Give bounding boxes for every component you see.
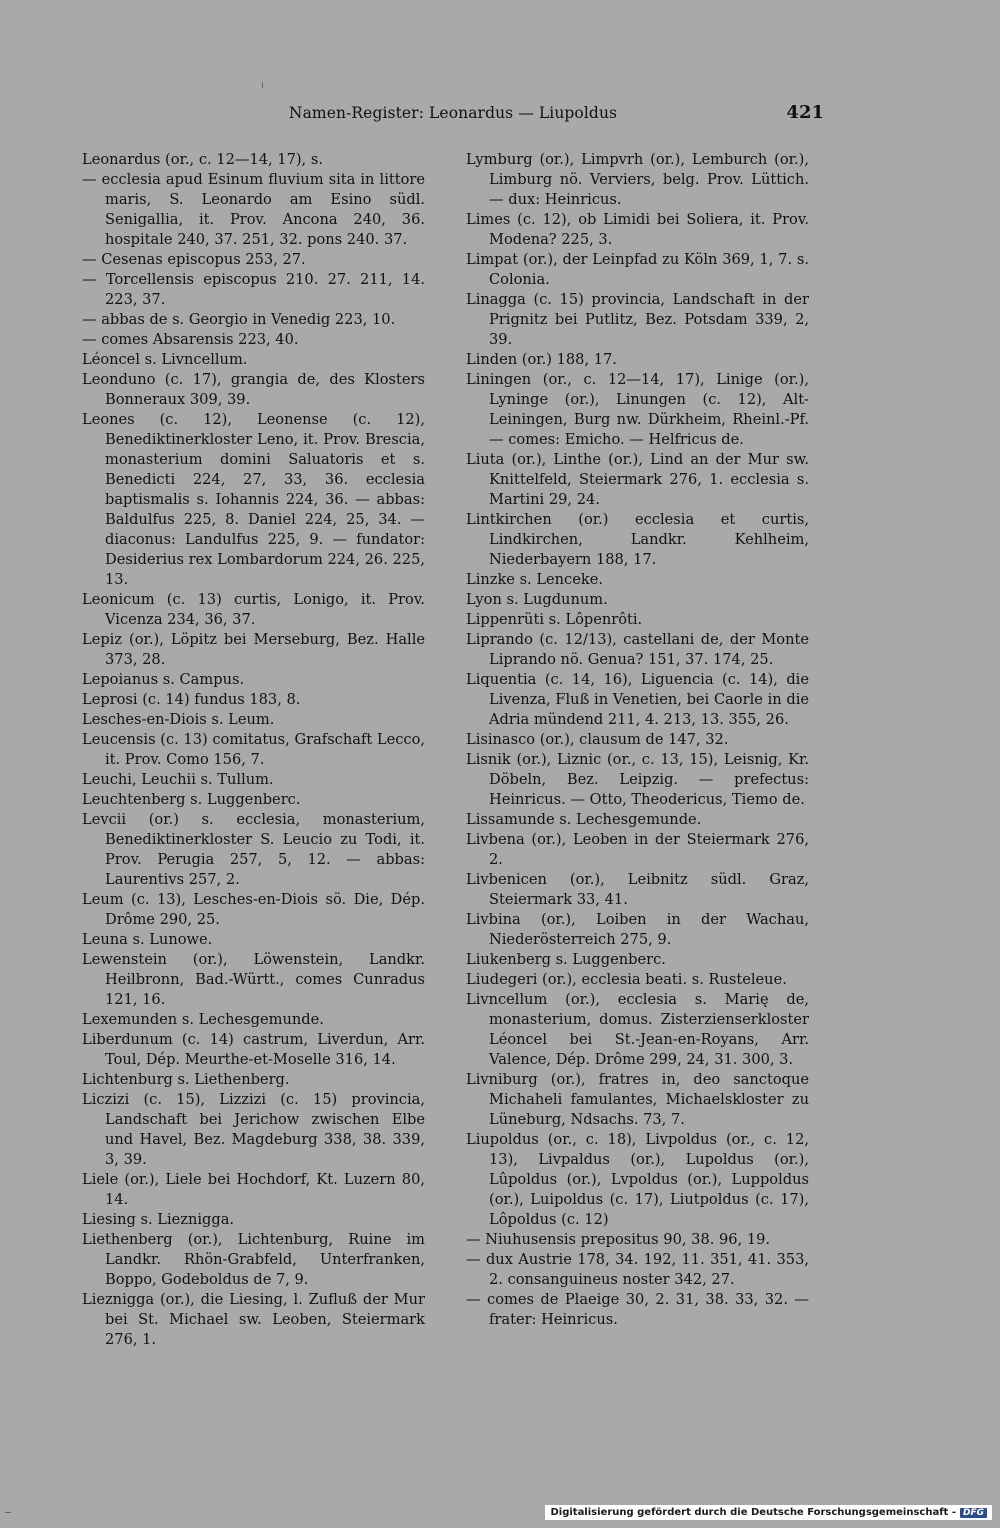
index-entry: Livncellum (or.), ecclesia s. Marię de, monasterium, domus. Zisterzienserkloster Léoncel bei St.-Jean-en-Royans, Arr. Valence, Dép. Drôme 299, 24, 31. 300, 3. — [466, 991, 809, 1068]
index-entry: — Torcellensis episcopus 210. 27. 211, 14. 223, 37. — [82, 271, 425, 308]
index-entry: Liprando (c. 12/13), castellani de, der Monte Liprando nö. Genua? 151, 37. 174, 25. — [466, 631, 809, 668]
index-entry: Leuchtenberg s. Luggenberc. — [82, 791, 301, 808]
index-entry: Limpat (or.), der Leinpfad zu Köln 369, 1, 7. s. Colonia. — [466, 251, 809, 288]
index-entry: Liukenberg s. Luggenberc. — [466, 951, 666, 968]
index-entry: Lisinasco (or.), clausum de 147, 32. — [466, 731, 729, 748]
index-entry: Livbina (or.), Loiben in der Wachau, Niederösterreich 275, 9. — [466, 911, 809, 948]
index-entry: Lyon s. Lugdunum. — [466, 591, 608, 608]
index-entry: Lesches-en-Diois s. Leum. — [82, 711, 275, 728]
index-entry: — comes Absarensis 223, 40. — [82, 331, 299, 348]
index-entry: Liningen (or., c. 12—14, 17), Linige (or.), Lyninge (or.), Linungen (c. 12), Alt-Leiningen, Burg nw. Dürkheim, Rheinl.-Pf. — comes: Emicho. — Helfricus de. — [466, 371, 809, 448]
index-entry: Leonardus (or., c. 12—14, 17), s. — [82, 151, 323, 168]
index-entry: — ecclesia apud Esinum fluvium sita in littore maris, S. Leonardo am Esino südl. Senigallia, it. Prov. Ancona 240, 36. hospitale 240, 37. 251, 32. pons 240. 37. — [82, 171, 425, 248]
index-entry: Limes (c. 12), ob Limidi bei Soliera, it. Prov. Modena? 225, 3. — [466, 211, 809, 248]
index-entry: Livniburg (or.), fratres in, deo sanctoque Michaheli famulantes, Michaelskloster zu Lüneburg, Ndsachs. 73, 7. — [466, 1071, 809, 1128]
index-entry: — Cesenas episcopus 253, 27. — [82, 251, 306, 268]
index-entry: — abbas de s. Georgio in Venedig 223, 10. — [82, 311, 396, 328]
index-entry: Livbena (or.), Leoben in der Steiermark 276, 2. — [466, 831, 809, 868]
index-entry: Lintkirchen (or.) ecclesia et curtis, Lindkirchen, Landkr. Kehlheim, Niederbayern 188, 17. — [466, 511, 809, 568]
index-entry: Leprosi (c. 14) fundus 183, 8. — [82, 691, 301, 708]
index-entry: Lieznigga (or.), die Liesing, l. Zufluß der Mur bei St. Michael sw. Leoben, Steiermark 276, 1. — [82, 1291, 425, 1348]
index-entry: Leuchi, Leuchii s. Tullum. — [82, 771, 274, 788]
dfg-funding-banner[interactable] — [545, 1505, 992, 1520]
index-entry: Lippenrüti s. Lôpenrôti. — [466, 611, 643, 628]
index-entry: Levcii (or.) s. ecclesia, monasterium, Benediktinerkloster S. Leucio zu Todi, it. Prov. Perugia 257, 5, 12. — abbas: Laurentivs 257, 2. — [82, 811, 425, 888]
right-column — [466, 150, 809, 1330]
index-entry: Liudegeri (or.), ecclesia beati. s. Rusteleue. — [466, 971, 787, 988]
index-entry: Lichtenburg s. Liethenberg. — [82, 1071, 290, 1088]
index-entry: Liesing s. Lieznigga. — [82, 1211, 235, 1228]
index-entry: Leucensis (c. 13) comitatus, Grafschaft Lecco, it. Prov. Como 156, 7. — [82, 731, 425, 768]
index-entry: Linagga (c. 15) provincia, Landschaft in der Prignitz bei Putlitz, Bez. Potsdam 339, 2, 39. — [466, 291, 809, 348]
index-entry: Linden (or.) 188, 17. — [466, 351, 617, 368]
running-title: Namen-Register: Leonardus — Liupoldus — [288, 104, 618, 122]
index-entry: Leonduno (c. 17), grangia de, des Klosters Bonneraux 309, 39. — [82, 371, 425, 408]
index-entry: Lisnik (or.), Liznic (or., c. 13, 15), Leisnig, Kr. Döbeln, Bez. Leipzig. — prefectus: Heinricus. — Otto, Theodericus, Tiemo de. — [466, 751, 809, 808]
running-header — [82, 104, 824, 128]
index-entry: Liquentia (c. 14, 16), Liguencia (c. 14), die Livenza, Fluß in Venetien, bei Caorle in die Adria mündend 211, 4. 213, 13. 355, 26. — [466, 671, 809, 728]
index-entry: Leuna s. Lunowe. — [82, 931, 213, 948]
index-entry: Léoncel s. Livncellum. — [82, 351, 248, 368]
left-column — [82, 150, 425, 1350]
index-entry: Lepiz (or.), Löpitz bei Merseburg, Bez. Halle 373, 28. — [82, 631, 425, 668]
index-entry: Lewenstein (or.), Löwenstein, Landkr. Heilbronn, Bad.-Württ., comes Cunradus 121, 16. — [82, 951, 425, 1008]
index-entry: Liupoldus (or., c. 18), Livpoldus (or., c. 12, 13), Livpaldus (or.), Lupoldus (or.), Lûpoldus (or.), Lvpoldus (or.), Luppoldus (or.), Luipoldus (c. 17), Liutpoldus (c. 17), Lôpoldus (c. 12) — [466, 1131, 809, 1228]
index-entry: Leones (c. 12), Leonense (c. 12), Benediktinerkloster Leno, it. Prov. Brescia, monasterium domini Saluatoris et s. Benedicti 224, 27, 33, 36. ecclesia baptismalis s. Iohannis 224, 36. — abbas: Baldulfus 225, 8. Daniel 224, 25, 34. — diaconus: Landulfus 225, 9. — fundator: Desiderius rex Lombardorum 224, 26. 225, 13. — [82, 411, 425, 588]
dfg-logo: DFG — [960, 1508, 987, 1518]
index-entry: Lepoianus s. Campus. — [82, 671, 245, 688]
index-entry: Liuta (or.), Linthe (or.), Lind an der Mur sw. Knittelfeld, Steiermark 276, 1. ecclesia s. Martini 29, 24. — [466, 451, 809, 508]
index-entry: Leonicum (c. 13) curtis, Lonigo, it. Prov. Vicenza 234, 36, 37. — [82, 591, 425, 628]
footer-text: Digitalisierung gefördert durch die Deutsche Forschungsgemeinschaft - — [550, 1507, 956, 1518]
index-entry: Lymburg (or.), Limpvrh (or.), Lemburch (or.), Limburg nö. Verviers, belg. Prov. Lüttich. — dux: Heinricus. — [466, 151, 809, 208]
index-entry: — comes de Plaeige 30, 2. 31, 38. 33, 32. — frater: Heinricus. — [466, 1291, 809, 1328]
index-entry: Liczizi (c. 15), Lizzizi (c. 15) provincia, Landschaft bei Jerichow zwischen Elbe und Havel, Bez. Magdeburg 338, 38. 339, 3, 39. — [82, 1091, 425, 1168]
index-entry: Livbenicen (or.), Leibnitz südl. Graz, Steiermark 33, 41. — [466, 871, 809, 908]
index-entry: Liele (or.), Liele bei Hochdorf, Kt. Luzern 80, 14. — [82, 1171, 425, 1208]
index-entry: — Niuhusensis prepositus 90, 38. 96, 19. — [466, 1231, 771, 1248]
scan-mark-top — [262, 82, 263, 88]
page-number: 421 — [786, 102, 824, 123]
index-entry: Liethenberg (or.), Lichtenburg, Ruine im Landkr. Rhön-Grabfeld, Unterfranken, Boppo, Godeboldus de 7, 9. — [82, 1231, 425, 1288]
index-entry: Liberdunum (c. 14) castrum, Liverdun, Arr. Toul, Dép. Meurthe-et-Moselle 316, 14. — [82, 1031, 425, 1068]
scan-mark-bottom-left — [5, 1512, 11, 1513]
index-entry: Leum (c. 13), Lesches-en-Diois sö. Die, Dép. Drôme 290, 25. — [82, 891, 425, 928]
index-entry: Lexemunden s. Lechesgemunde. — [82, 1011, 324, 1028]
index-entry: Lissamunde s. Lechesgemunde. — [466, 811, 702, 828]
index-entry: Linzke s. Lenceke. — [466, 571, 603, 588]
index-entry: — dux Austrie 178, 34. 192, 11. 351, 41. 353, 2. consanguineus noster 342, 27. — [466, 1251, 809, 1288]
